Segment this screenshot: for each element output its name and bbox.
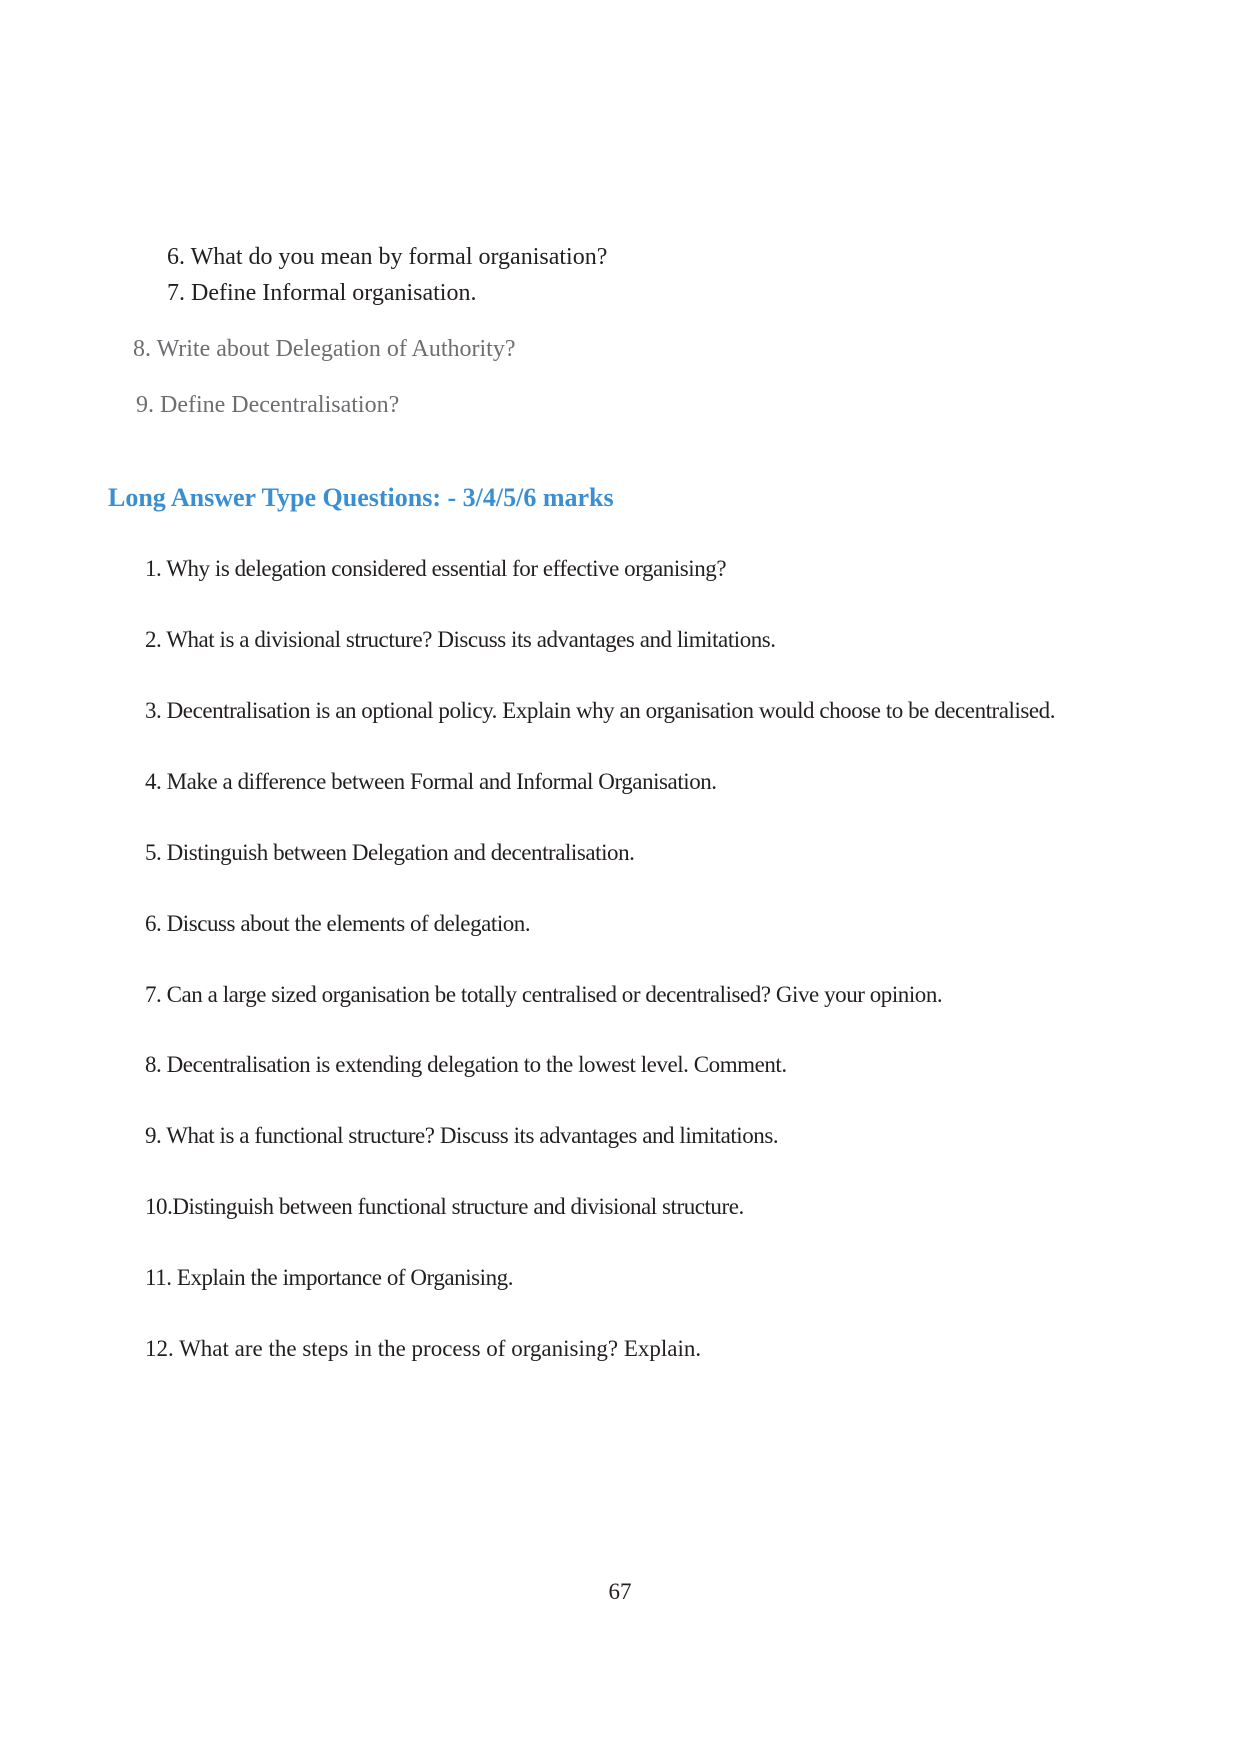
long-question-5: 5. Distinguish between Delegation and decentralisation. [145,840,635,865]
section-heading: Long Answer Type Questions: - 3/4/5/6 marks [108,483,614,512]
long-question-7: 7. Can a large sized organisation be totally centralised or decentralised? Give your opinion. [145,982,943,1007]
long-question-4: 4. Make a difference between Formal and Informal Organisation. [145,769,717,794]
long-question-9: 9. What is a functional structure? Discuss its advantages and limitations. [145,1123,779,1148]
short-question-7: 7. Define Informal organisation. [167,280,477,306]
long-question-2: 2. What is a divisional structure? Discuss its advantages and limitations. [145,627,776,652]
long-question-1: 1. Why is delegation considered essential for effective organising? [145,556,727,581]
short-question-6: 6. What do you mean by formal organisation? [167,244,608,270]
long-question-12: 12. What are the steps in the process of organising? Explain. [145,1336,702,1361]
short-question-9: 9. Define Decentralisation? [136,392,400,418]
long-question-11: 11. Explain the importance of Organising. [145,1265,513,1290]
page-number: 67 [608,1579,632,1604]
short-question-8: 8. Write about Delegation of Authority? [133,336,516,362]
long-question-3: 3. Decentralisation is an optional policy. Explain why an organisation would choose to be decentralised. [145,698,1056,723]
long-question-10: 10.Distinguish between functional structure and divisional structure. [145,1194,744,1219]
long-question-6: 6. Discuss about the elements of delegation. [145,911,531,936]
long-question-8: 8. Decentralisation is extending delegation to the lowest level. Comment. [145,1052,787,1077]
